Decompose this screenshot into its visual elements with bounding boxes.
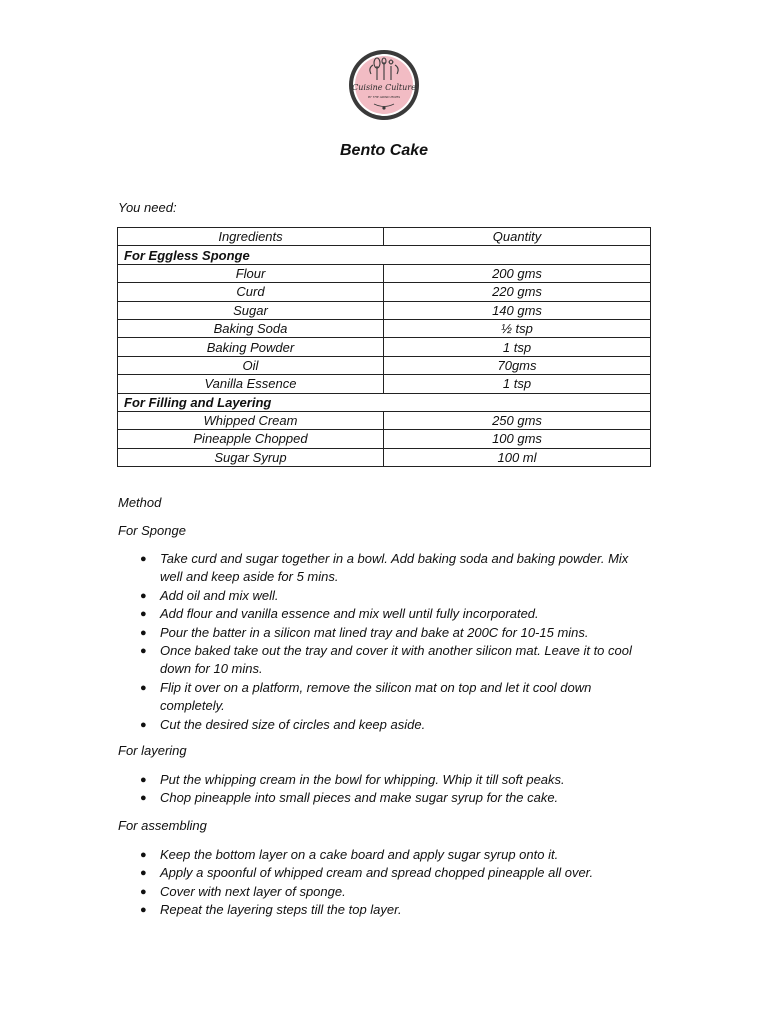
section-row xyxy=(118,393,651,411)
list-item xyxy=(118,846,648,864)
bullet-icon: ● xyxy=(140,608,147,621)
bullet-icon: ● xyxy=(140,792,147,805)
assembling-steps-list xyxy=(118,846,648,920)
quantity-cell: 70gms xyxy=(384,356,651,374)
step-text: Cut the desired size of circles and keep aside. xyxy=(160,716,426,732)
quantity-cell: 1 tsp xyxy=(384,375,651,393)
step-text: Pour the batter in a silicon mat lined tray and bake at 200C for 10-15 mins. xyxy=(160,624,589,640)
ingredient-cell: Vanilla Essence xyxy=(118,375,384,393)
ingredient-cell: Baking Powder xyxy=(118,338,384,356)
ingredient-cell: Sugar Syrup xyxy=(118,448,384,466)
ingredients-table xyxy=(117,227,651,467)
section-spacer xyxy=(384,393,651,411)
bullet-icon: ● xyxy=(140,681,147,694)
quantity-cell: 100 gms xyxy=(384,430,651,448)
list-item xyxy=(118,883,648,901)
layering-heading: For layering xyxy=(118,743,187,758)
bullet-icon: ● xyxy=(140,553,147,565)
list-item xyxy=(118,716,648,734)
list-item xyxy=(118,771,648,789)
header-quantity: Quantity xyxy=(384,228,651,246)
bullet-icon: ● xyxy=(140,589,147,602)
table-row xyxy=(118,283,651,301)
section-row xyxy=(118,246,651,264)
cuisine-culture-logo xyxy=(347,48,421,122)
list-item xyxy=(118,624,648,642)
table-row xyxy=(118,356,651,374)
bullet-icon: ● xyxy=(140,718,147,731)
quantity-cell: 200 gms xyxy=(384,264,651,282)
table-row xyxy=(118,264,651,282)
quantity-cell: 140 gms xyxy=(384,301,651,319)
quantity-cell: 1 tsp xyxy=(384,338,651,356)
section-spacer xyxy=(384,246,651,264)
bullet-icon: ● xyxy=(140,849,147,861)
quantity-cell: 250 gms xyxy=(384,411,651,429)
bullet-icon: ● xyxy=(140,626,147,639)
step-text: Apply a spoonful of whipped cream and spread chopped pineapple all over. xyxy=(160,865,594,881)
ingredient-cell: Flour xyxy=(118,264,384,282)
list-item xyxy=(118,642,648,679)
list-item xyxy=(118,587,648,605)
bullet-icon: ● xyxy=(140,904,147,917)
ingredient-cell: Oil xyxy=(118,356,384,374)
list-item xyxy=(118,679,648,716)
list-item xyxy=(118,901,648,919)
step-text: Repeat the layering steps till the top layer. xyxy=(160,902,402,918)
logo-seal xyxy=(347,48,421,122)
step-text: Chop pineapple into small pieces and make sugar syrup for the cake. xyxy=(160,790,559,806)
svg-text:BY THE GRIND MOMS: BY THE GRIND MOMS xyxy=(368,95,400,99)
sponge-heading: For Sponge xyxy=(118,523,186,538)
ingredient-cell: Curd xyxy=(118,283,384,301)
quantity-cell: 220 gms xyxy=(384,283,651,301)
step-text: Flip it over on a platform, remove the silicon mat on top and let it cool down completely. xyxy=(160,679,592,714)
you-need-label: You need: xyxy=(118,200,177,215)
list-item xyxy=(118,550,648,587)
layering-steps-list xyxy=(118,771,648,808)
method-heading: Method xyxy=(118,495,162,510)
list-item xyxy=(118,605,648,623)
list-item xyxy=(118,864,648,882)
step-text: Take curd and sugar together in a bowl. Add baking soda and baking powder. Mix well and keep aside for 5 mins. xyxy=(160,551,629,585)
ingredient-cell: Sugar xyxy=(118,301,384,319)
step-text: Keep the bottom layer on a cake board and apply sugar syrup onto it. xyxy=(160,847,559,862)
step-text: Put the whipping cream in the bowl for whipping. Whip it till soft peaks. xyxy=(160,772,565,787)
table-row xyxy=(118,430,651,448)
table-row xyxy=(118,375,651,393)
quantity-cell: ½ tsp xyxy=(384,319,651,337)
list-item xyxy=(118,789,648,807)
step-text: Add oil and mix well. xyxy=(160,587,279,603)
bullet-icon: ● xyxy=(140,774,147,786)
table-row xyxy=(118,338,651,356)
table-row xyxy=(118,319,651,337)
step-text: Cover with next layer of sponge. xyxy=(160,883,346,899)
bullet-icon: ● xyxy=(140,867,147,880)
ingredient-cell: Baking Soda xyxy=(118,319,384,337)
quantity-cell: 100 ml xyxy=(384,448,651,466)
ingredient-cell: Whipped Cream xyxy=(118,411,384,429)
svg-text:Cuisine Culture: Cuisine Culture xyxy=(352,83,416,92)
section-name: For Eggless Sponge xyxy=(118,246,384,264)
section-name: For Filling and Layering xyxy=(118,393,384,411)
ingredient-cell: Pineapple Chopped xyxy=(118,430,384,448)
bullet-icon: ● xyxy=(140,885,147,898)
table-row xyxy=(118,411,651,429)
table-row xyxy=(118,301,651,319)
header-ingredients: Ingredients xyxy=(118,228,384,246)
page-title: Bento Cake xyxy=(339,142,429,159)
bullet-icon: ● xyxy=(140,645,147,658)
table-header-row xyxy=(118,228,651,246)
sponge-steps-list xyxy=(118,550,648,734)
table-row xyxy=(118,448,651,466)
step-text: Add flour and vanilla essence and mix well until fully incorporated. xyxy=(160,606,539,622)
step-text: Once baked take out the tray and cover it with another silicon mat. Leave it to cool down for 10 mins. xyxy=(160,643,632,677)
assembling-heading: For assembling xyxy=(118,818,207,833)
